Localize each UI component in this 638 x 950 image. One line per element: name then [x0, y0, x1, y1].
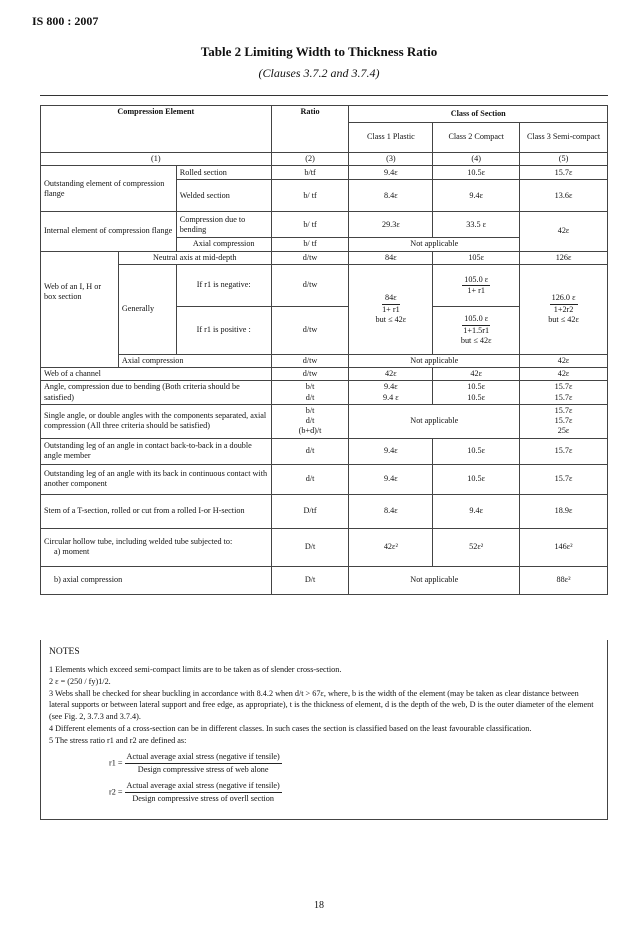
single-angle-ratio1: b/t [305, 405, 315, 415]
row-channel-ratio: d/tw [271, 368, 349, 381]
row-neutral-label: Neutral axis at mid-depth [118, 251, 271, 264]
web-c1-num: 84ε [382, 293, 400, 304]
row-leg-cont-c2: 10.5ε [433, 464, 520, 494]
note-5: 5 The stress ratio r1 and r2 are defined as: [49, 736, 187, 746]
row-neutral-c3: 126ε [520, 251, 608, 264]
r2-label: r2 = [109, 787, 123, 797]
row-single-angle-ratio [271, 404, 349, 438]
row-int-bending-sub: Compression due to bending [176, 212, 271, 238]
row-web-c2-pos [433, 306, 520, 354]
row-rolled-ratio: b/tf [271, 166, 349, 180]
note-2: 2 ε = (250 / fy)1/2. [49, 676, 111, 686]
row-web-c2-neg [433, 264, 520, 306]
single-angle-ratio2: d/t [305, 416, 315, 425]
row-rolled-c1: 9.4ε [349, 166, 433, 180]
chs-moment-label: a) moment [54, 547, 90, 556]
row-welded-c2: 9.4ε [433, 180, 520, 212]
row-chs-moment-c1: 42ε² [349, 528, 433, 566]
row-tee-c1: 8.4ε [349, 494, 433, 528]
chs-label: Circular hollow tube, including welded tube subjected to: [44, 536, 233, 546]
single-angle-c3a: 15.7ε [554, 405, 573, 415]
row-chs-axial-c3: 88ε² [520, 566, 608, 594]
row-rolled-c3: 15.7ε [520, 166, 608, 180]
row-welded-c1: 8.4ε [349, 180, 433, 212]
note-3: 3 Webs shall be checked for shear buckling in accordance with 8.4.2 when d/t > 67ε, where, b is the width of the element (may be taken as clear distance between lateral supports or between lateral support and free edge, as appropriate), t is the thickness of element, d is the depth of the web, D is the outer diameter of the element (see Fig. 2, 3.7.3 and 3.7.4). [49, 688, 594, 722]
angle-bending-c2a: 10.5ε [467, 382, 486, 392]
row-channel-c1: 42ε [349, 368, 433, 381]
row-web-generally: Generally [118, 264, 176, 354]
row-web-axial-c3: 42ε [520, 354, 608, 367]
single-angle-ratio3: (b+d)/t [298, 426, 322, 436]
row-neutral-c2: 105ε [433, 251, 520, 264]
row-welded-c3: 13.6ε [520, 180, 608, 212]
row-leg-b2b-c1: 9.4ε [349, 438, 433, 464]
header-class3: Class 3 Semi-compact [520, 123, 608, 153]
row-int-bending-c1: 29.3ε [349, 212, 433, 238]
note-1: 1 Elements which exceed semi-compact limits are to be taken as of slender cross-section. [49, 664, 342, 674]
notes-section [40, 640, 608, 820]
row-int-bending-c2: 33.5 ε [433, 212, 520, 238]
web-c3-den: 1+2r2 [553, 304, 574, 314]
row-tee-ratio: D/tf [271, 494, 349, 528]
row-web-pos-ratio: d/tw [271, 306, 349, 354]
row-welded-sub: Welded section [176, 180, 271, 212]
row-web-axial-ratio: d/tw [271, 354, 349, 367]
row-int-bending-ratio: b/ tf [271, 212, 349, 238]
row-internal-label: Internal element of compression flange [41, 212, 177, 251]
single-angle-c3b: 15.7ε [554, 416, 573, 425]
row-leg-cont-c1: 9.4ε [349, 464, 433, 494]
web-c3-num: 126.0 ε [550, 293, 578, 304]
row-outstanding-label: Outstanding element of compression flange [41, 166, 177, 212]
web-c3-but: but ≤ 42ε [548, 314, 579, 324]
row-chs-moment-ratio: D/t [271, 528, 349, 566]
angle-bending-ratio1: b/t [305, 382, 315, 392]
standard-code: IS 800 : 2007 [32, 14, 99, 28]
row-web-pos-cond: If r1 is positive : [176, 306, 271, 354]
row-tee-c2: 9.4ε [433, 494, 520, 528]
web-c2-pos-den: 1+1.5r1 [463, 325, 490, 335]
header-class2: Class 2 Compact [433, 123, 520, 153]
row-chs-axial-na: Not applicable [349, 566, 520, 594]
notes-heading: NOTES [49, 647, 80, 657]
single-angle-c3c: 25ε [557, 426, 570, 436]
r1-den: Design compressive stress of web alone [137, 764, 269, 774]
page-number: 18 [314, 900, 324, 911]
table-title: Table 2 Limiting Width to Thickness Ratio [200, 44, 438, 59]
row-int-axial-sub: Axial compression [176, 238, 271, 251]
web-c2-neg-num: 105.0 ε [462, 275, 490, 286]
col-num-1: (1) [41, 153, 272, 166]
row-rolled-c2: 10.5ε [433, 166, 520, 180]
row-leg-b2b-c3: 15.7ε [520, 438, 608, 464]
header-class1: Class 1 Plastic [349, 123, 433, 153]
r2-num: Actual average axial stress (negative if tensile) [125, 780, 282, 793]
angle-bending-c3a: 15.7ε [554, 382, 573, 392]
web-c1-den: 1+ r1 [382, 304, 400, 314]
row-internal-c3: 42ε [520, 212, 608, 251]
row-channel-label: Web of a channel [41, 368, 272, 381]
row-leg-cont-label: Outstanding leg of an angle with its back in continuous contact with another component [41, 464, 272, 494]
col-num-3: (3) [349, 153, 433, 166]
row-leg-b2b-label: Outstanding leg of an angle in contact back-to-back in a double angle member [41, 438, 272, 464]
row-int-axial-ratio: b/ tf [271, 238, 349, 251]
row-angle-bending-c3 [520, 381, 608, 405]
row-chs-moment-label [41, 528, 272, 566]
row-chs-moment-c2: 52ε² [433, 528, 520, 566]
row-web-axial-na: Not applicable [349, 354, 520, 367]
header-ratio: Ratio [271, 106, 349, 153]
row-web-neg-ratio: d/tw [271, 264, 349, 306]
table-subtitle: (Clauses 3.7.2 and 3.7.4) [258, 66, 380, 80]
row-welded-ratio: b/ tf [271, 180, 349, 212]
row-chs-moment-c3: 146ε² [520, 528, 608, 566]
angle-bending-c1b: 9.4 ε [383, 392, 399, 402]
row-channel-c2: 42ε [433, 368, 520, 381]
r1-definition [109, 751, 599, 776]
row-leg-cont-ratio: d/t [271, 464, 349, 494]
row-web-axial-label: Axial compression [118, 354, 271, 367]
row-web-c3 [520, 264, 608, 354]
top-rule [40, 95, 608, 96]
angle-bending-ratio2: d/t [305, 392, 315, 402]
row-leg-b2b-ratio: d/t [271, 438, 349, 464]
note-4: 4 Different elements of a cross-section can be in different classes. In such cases the section is classified based on the least favourable classification. [49, 724, 532, 734]
row-chs-axial-label: b) axial compression [41, 566, 272, 594]
row-tee-label: Stem of a T-section, rolled or cut from a rolled I-or H-section [41, 494, 272, 528]
row-web-c1 [349, 264, 433, 354]
row-single-angle-label: Single angle, or double angles with the components separated, axial compression (All three criteria should be satisfied) [41, 404, 272, 438]
r2-den: Design compressive stress of overll section [132, 793, 274, 803]
angle-bending-c2b: 10.5ε [467, 392, 486, 402]
r1-num: Actual average axial stress (negative if tensile) [125, 751, 282, 764]
header-class-of-section: Class of Section [349, 106, 608, 123]
row-tee-c3: 18.9ε [520, 494, 608, 528]
web-c2-neg-den: 1+ r1 [467, 285, 485, 295]
row-web-neg-cond: If r1 is negative: [176, 264, 271, 306]
row-leg-b2b-c2: 10.5ε [433, 438, 520, 464]
angle-bending-c3b: 15.7ε [554, 392, 573, 402]
col-num-2: (2) [271, 153, 349, 166]
col-num-5: (5) [520, 153, 608, 166]
web-c2-pos-num: 105.0 ε [462, 314, 490, 325]
r1-label: r1 = [109, 758, 123, 768]
web-c2-but: but ≤ 42ε [460, 335, 492, 345]
row-angle-bending-c1 [349, 381, 433, 405]
row-single-angle-c3 [520, 404, 608, 438]
row-int-axial-na: Not applicable [349, 238, 520, 251]
row-web-label: Web of an I, H or box section [41, 251, 119, 368]
row-angle-bending-label: Angle, compression due to bending (Both criteria should be satisfied) [41, 381, 272, 405]
row-channel-c3: 42ε [520, 368, 608, 381]
row-angle-bending-ratio [271, 381, 349, 405]
angle-bending-c1a: 9.4ε [384, 382, 398, 392]
row-neutral-ratio: d/tw [271, 251, 349, 264]
r2-definition [109, 780, 599, 805]
header-element: Compression Element [41, 106, 272, 153]
row-chs-axial-ratio: D/t [271, 566, 349, 594]
row-rolled-sub: Rolled section [176, 166, 271, 180]
web-c1-but: but ≤ 42ε [375, 314, 407, 324]
row-angle-bending-c2 [433, 381, 520, 405]
col-num-4: (4) [433, 153, 520, 166]
row-neutral-c1: 84ε [349, 251, 433, 264]
width-thickness-table [40, 105, 608, 595]
row-single-angle-na: Not applicable [349, 404, 520, 438]
row-leg-cont-c3: 15.7ε [520, 464, 608, 494]
